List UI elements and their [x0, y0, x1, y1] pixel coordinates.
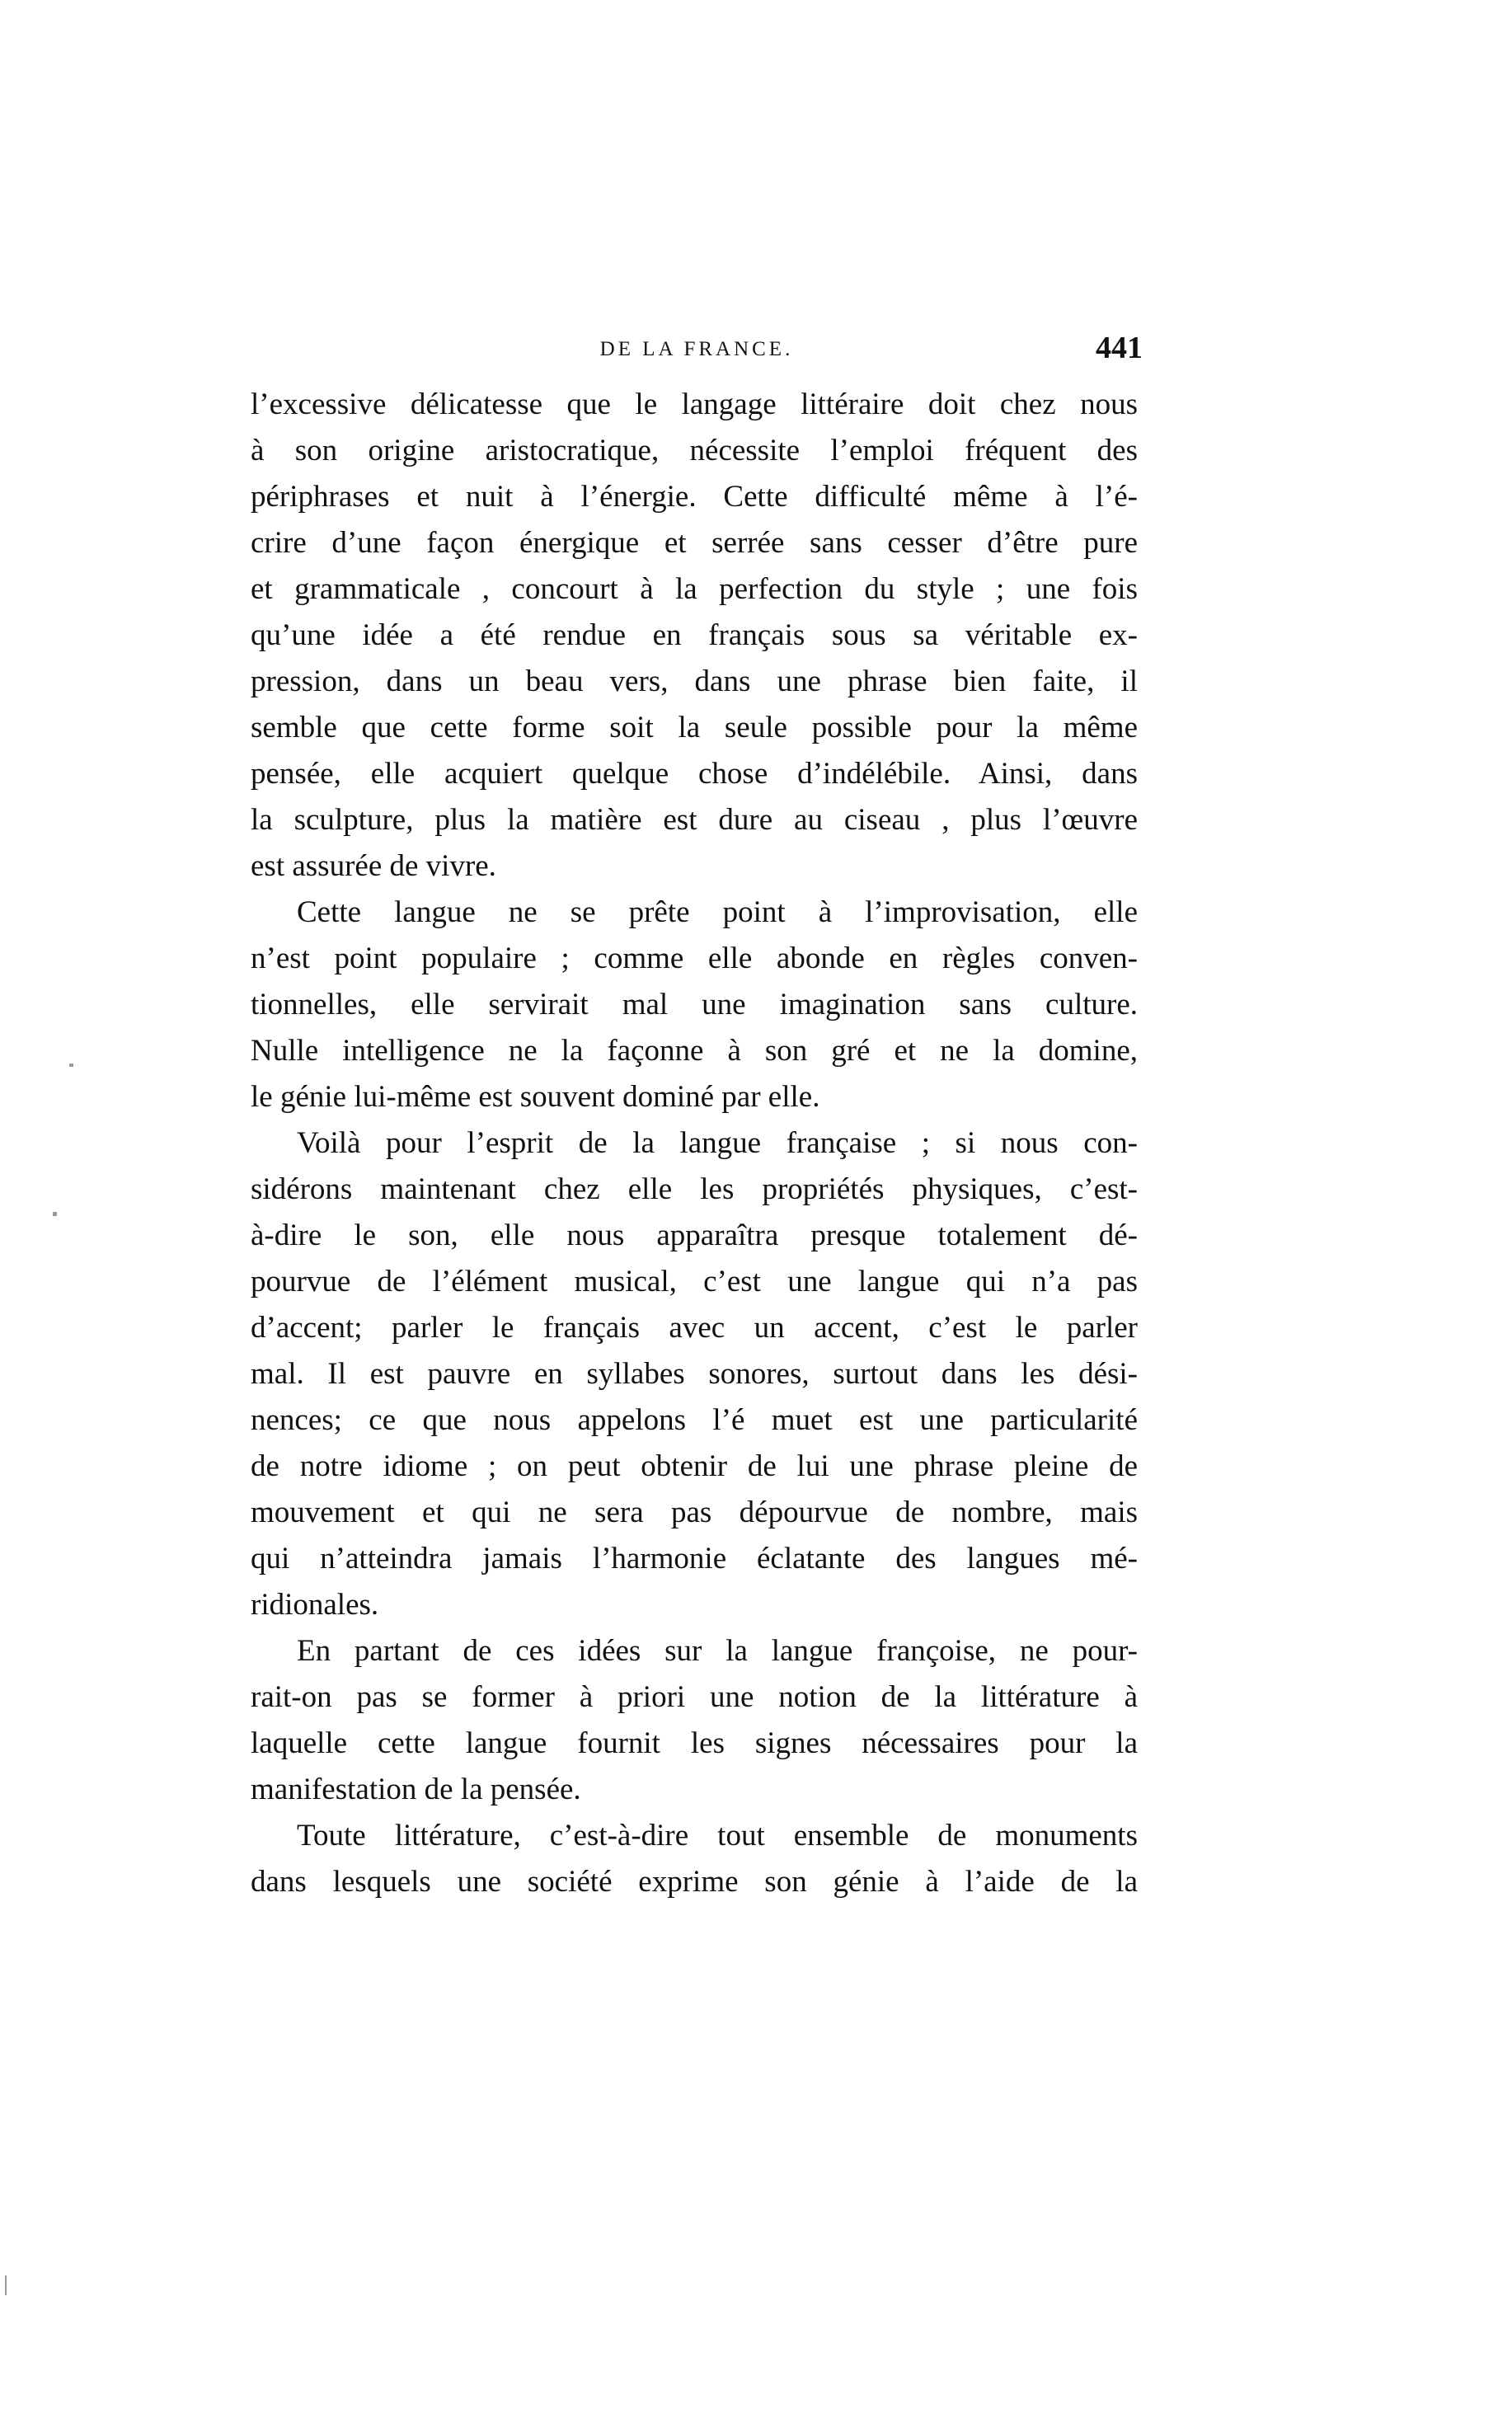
scan-speck [69, 1064, 73, 1067]
text-line: tionnelles, elle servirait mal une imagination sans culture. [251, 988, 1138, 1021]
text-line: Nulle intelligence ne la façonne à son gré et ne la domine, [251, 1034, 1138, 1068]
text-line: mouvement et qui ne sera pas dépourvue de nombre, mais [251, 1496, 1138, 1529]
text-line: dans lesquels une société exprime son génie à l’aide de la [251, 1865, 1138, 1899]
text-line: la sculpture, plus la matière est dure au ciseau , plus l’œuvre [251, 803, 1138, 837]
text-line: d’accent; parler le français avec un accent, c’est le parler [251, 1311, 1138, 1345]
text-line: à-dire le son, elle nous apparaîtra presque totalement dé- [251, 1219, 1138, 1252]
text-line: le génie lui-même est souvent dominé par elle. [251, 1080, 820, 1114]
text-line: semble que cette forme soit la seule possible pour la même [251, 711, 1138, 744]
text-line: périphrases et nuit à l’énergie. Cette difficulté même à l’é- [251, 480, 1138, 514]
text-line: mal. Il est pauvre en syllabes sonores, surtout dans les dési- [251, 1357, 1138, 1391]
text-line: qui n’atteindra jamais l’harmonie éclatante des langues mé- [251, 1542, 1138, 1575]
page-header [251, 330, 1143, 371]
text-line: laquelle cette langue fournit les signes nécessaires pour la [251, 1726, 1138, 1760]
text-line: n’est point populaire ; comme elle abonde en règles conven- [251, 942, 1138, 975]
text-line: de notre idiome ; on peut obtenir de lui une phrase pleine de [251, 1449, 1138, 1483]
text-line: crire d’une façon énergique et serrée sans cesser d’être pure [251, 526, 1138, 560]
text-line: manifestation de la pensée. [251, 1773, 581, 1806]
text-line: nences; ce que nous appelons l’é muet est une particularité [251, 1403, 1138, 1437]
scan-speck [53, 1212, 57, 1216]
text-line: Cette langue ne se prête point à l’improvisation, elle [297, 895, 1138, 929]
page-number: 441 [1096, 331, 1143, 365]
text-line: sidérons maintenant chez elle les propriétés physiques, c’est- [251, 1172, 1138, 1206]
text-line: l’excessive délicatesse que le langage littéraire doit chez nous [251, 387, 1138, 421]
text-line: Voilà pour l’esprit de la langue française ; si nous con- [297, 1126, 1138, 1160]
running-title: DE LA FRANCE. [599, 338, 794, 360]
text-line: pourvue de l’élément musical, c’est une langue qui n’a pas [251, 1265, 1138, 1298]
text-line: à son origine aristocratique, nécessite l’emploi fréquent des [251, 434, 1138, 467]
text-line: pensée, elle acquiert quelque chose d’indélébile. Ainsi, dans [251, 757, 1138, 791]
body-text [251, 382, 1138, 1905]
text-line: qu’une idée a été rendue en français sous sa véritable ex- [251, 618, 1138, 652]
text-line: Toute littérature, c’est-à-dire tout ensemble de monuments [297, 1819, 1138, 1853]
scan-speck [5, 2275, 7, 2295]
text-line: rait-on pas se former à priori une notion de la littérature à [251, 1680, 1138, 1714]
text-line: est assurée de vivre. [251, 849, 496, 883]
text-line: En partant de ces idées sur la langue françoise, ne pour- [297, 1634, 1138, 1668]
text-line: et grammaticale , concourt à la perfection du style ; une fois [251, 572, 1138, 606]
text-line: ridionales. [251, 1588, 379, 1622]
text-line: pression, dans un beau vers, dans une phrase bien faite, il [251, 664, 1138, 698]
